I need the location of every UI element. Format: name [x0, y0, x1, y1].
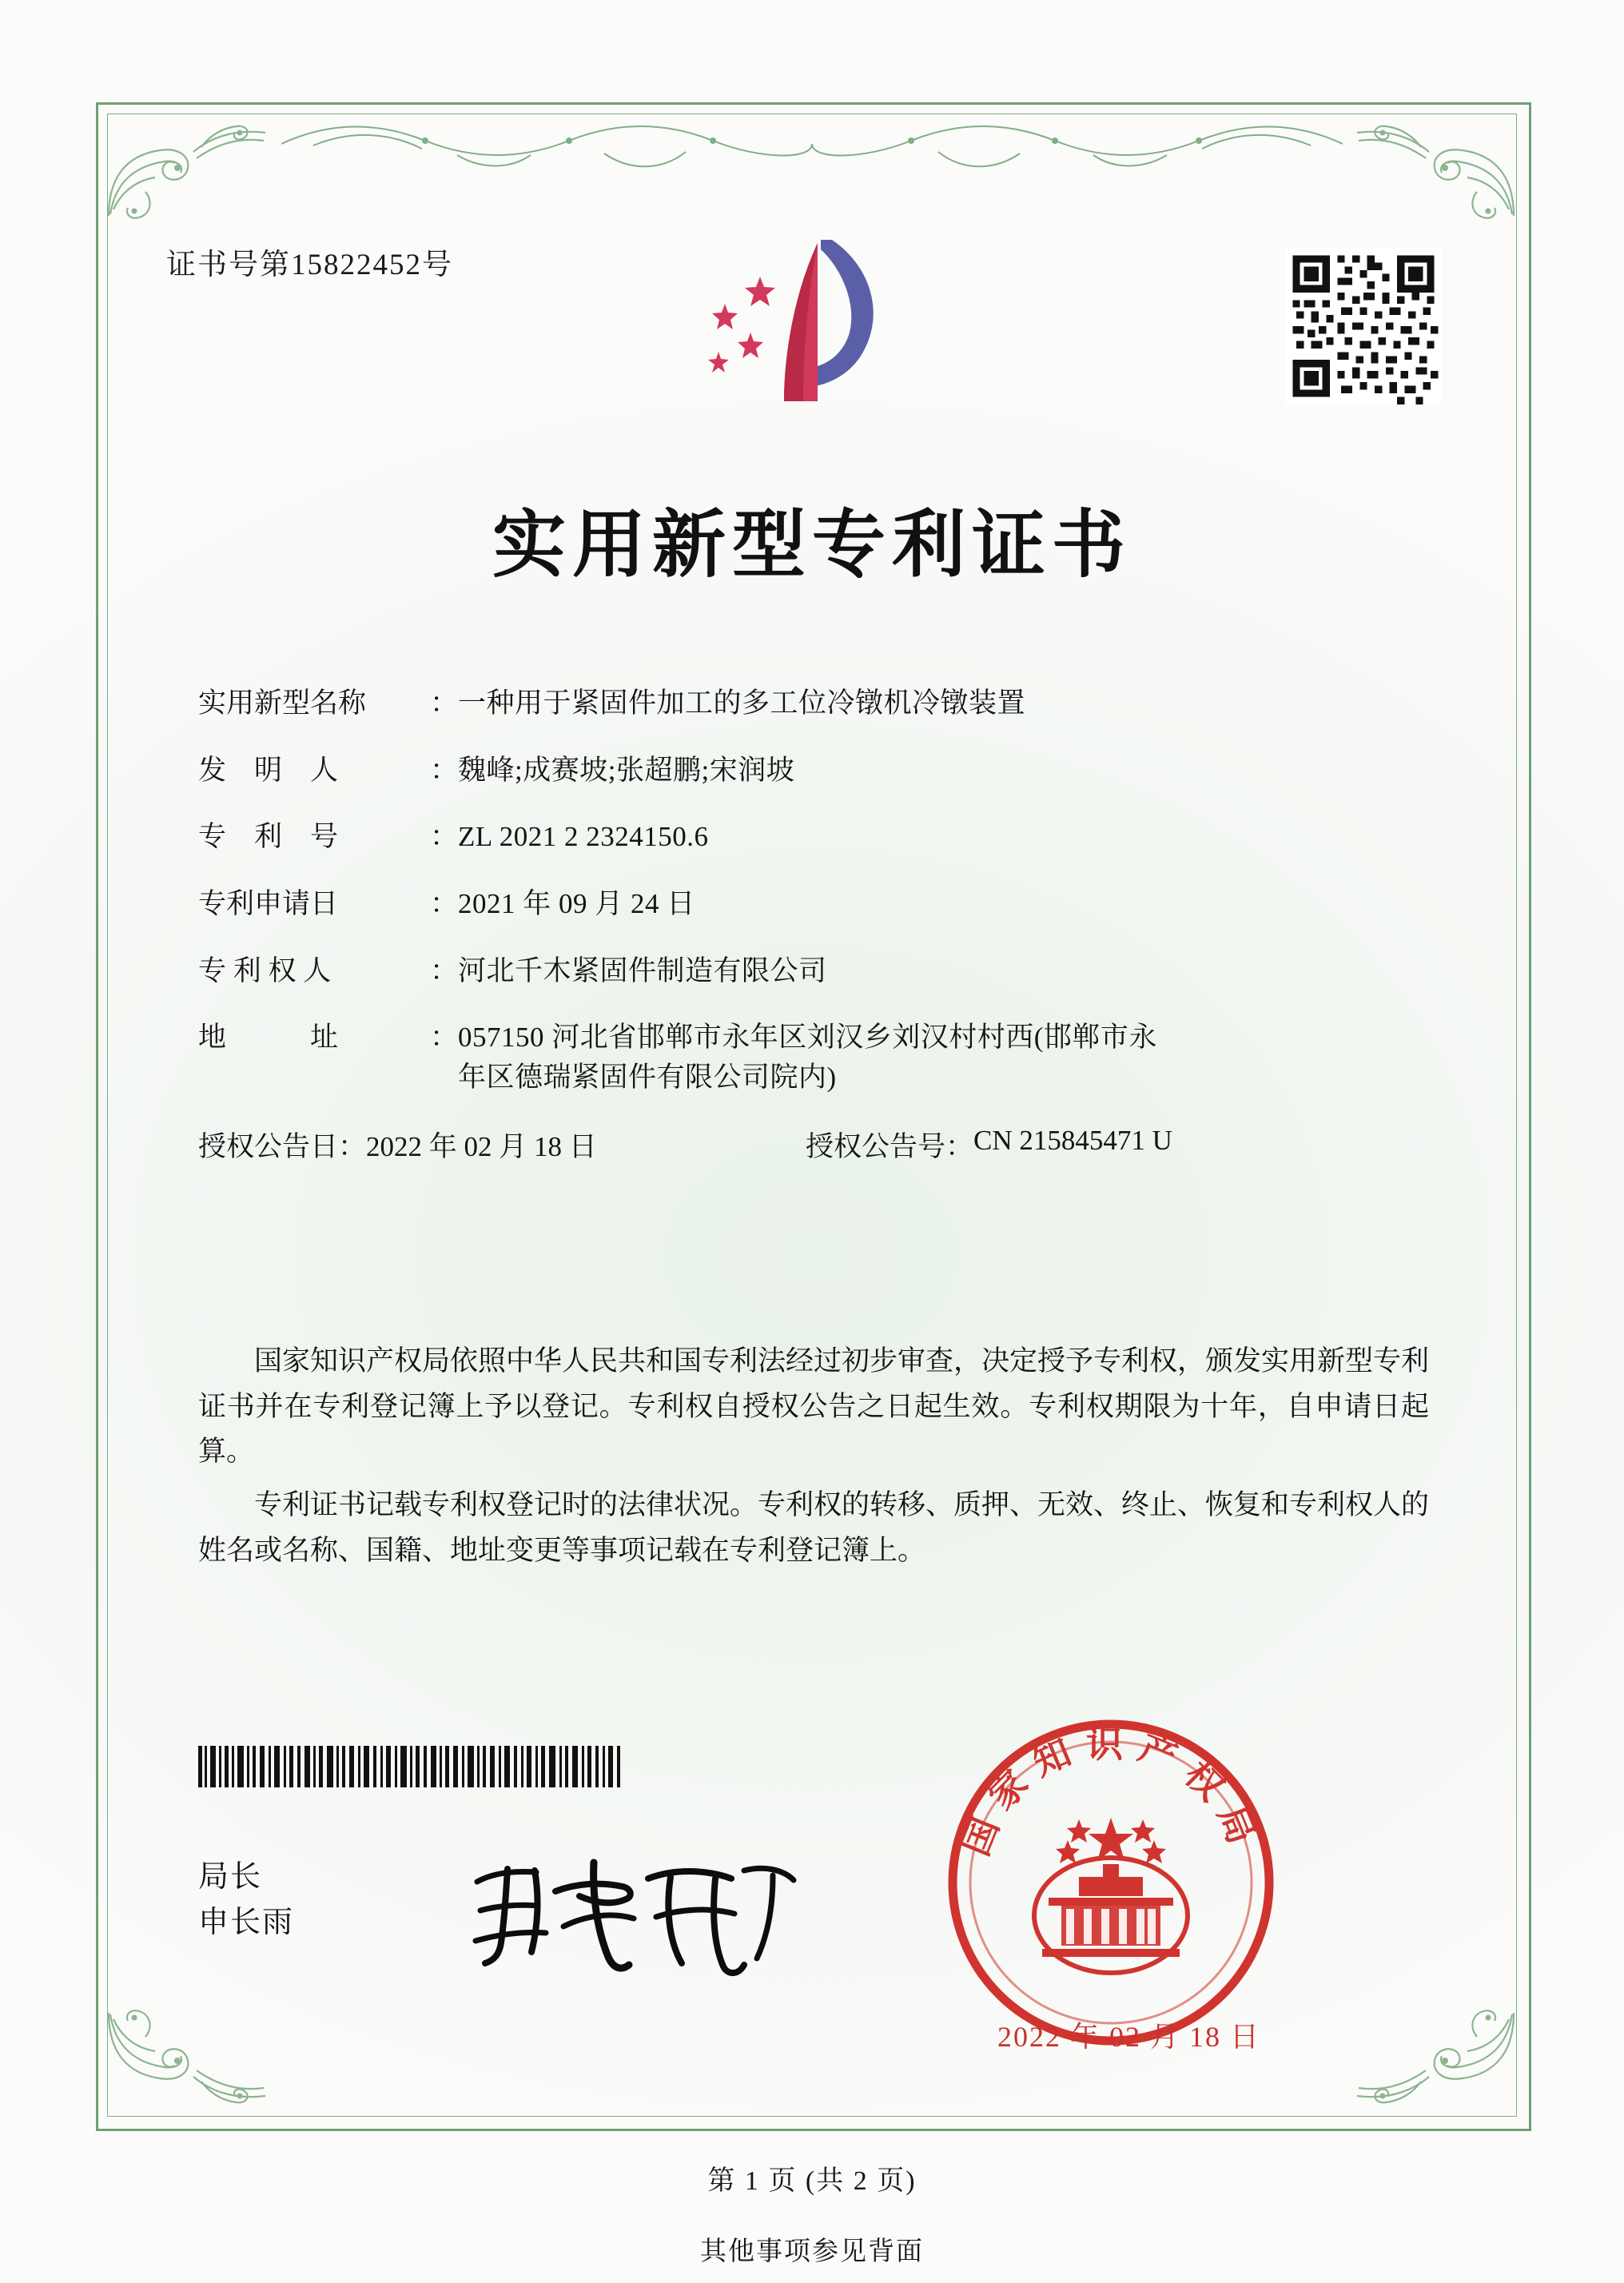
field-label: 地 址	[198, 1022, 339, 1054]
field-row-invention-name	[198, 683, 1429, 723]
field-value-invention-name: 一种用于紧固件加工的多工位冷镦机冷镦装置	[458, 687, 1026, 719]
field-value-application-date: 2021 年 09 月 24 日	[458, 888, 695, 920]
footnote: 其他事项参见背面	[700, 2237, 924, 2266]
legal-paragraph-1: 国家知识产权局依照中华人民共和国专利法经过初步审查，决定授予专利权，颁发实用新型专利证书并在专利登记簿上予以登记。专利权自授权公告之日起生效。专利权期限为十年，自申请日起算。	[198, 1345, 1430, 1468]
director-block	[198, 1855, 294, 1946]
field-row-patentee	[198, 951, 1429, 991]
field-value-patentee: 河北千木紧固件制造有限公司	[458, 954, 827, 986]
official-seal-icon	[939, 1711, 1283, 2054]
field-value-patent-number: ZL 2021 2 2324150.6	[458, 821, 709, 853]
field-value-announcement-date: 2022 年 02 月 18 日	[366, 1130, 597, 1162]
field-row-grant	[198, 1125, 1429, 1165]
field-list	[198, 683, 1429, 1181]
field-colon: ：	[945, 1130, 974, 1162]
director-name: 申长雨	[198, 1906, 295, 1939]
field-group-announcement-number	[806, 1125, 1429, 1165]
director-title-label: 局长	[198, 1860, 263, 1894]
field-row-patent-number	[198, 817, 1429, 857]
field-value-announcement-number: CN 215845471 U	[973, 1124, 1172, 1156]
ornament-corner-bottom-left-icon	[98, 2005, 281, 2125]
page-number: 第 1 页 (共 2 页)	[707, 2166, 917, 2196]
field-colon: ：	[430, 1022, 459, 1054]
field-colon: ：	[430, 754, 459, 786]
legal-text	[198, 1339, 1429, 1581]
page-title: 实用新型专利证书	[492, 501, 1132, 588]
ornament-corner-bottom-right-icon	[1341, 2005, 1525, 2125]
field-colon: ：	[430, 687, 459, 719]
field-colon: ：	[430, 821, 459, 853]
qr-code-icon	[1285, 248, 1442, 404]
field-row-application-date	[198, 884, 1429, 924]
ornament-corner-top-left-icon	[98, 104, 281, 224]
field-label: 实用新型名称	[198, 687, 367, 719]
field-row-address	[198, 1018, 1429, 1097]
barcode-icon	[198, 1746, 622, 1787]
field-colon: ：	[338, 1130, 367, 1162]
field-label: 专 利 权 人	[198, 954, 332, 986]
field-value-address-line2: 年区德瑞紧固件有限公司院内)	[458, 1062, 837, 1094]
legal-paragraph-2: 专利证书记载专利权登记时的法律状况。专利权的转移、质押、无效、终止、恢复和专利权人的姓名或名称、国籍、地址变更等事项记载在专利登记簿上。	[198, 1489, 1430, 1566]
field-colon: ：	[430, 954, 459, 986]
field-label: 发 明 人	[198, 754, 339, 786]
field-colon: ：	[430, 888, 459, 920]
field-label-announcement-date: 授权公告日	[198, 1130, 339, 1162]
cnipa-logo-icon	[683, 232, 923, 424]
seal-date: 2022 年 02 月 18 日	[997, 2021, 1261, 2053]
ornament-corner-top-right-icon	[1341, 104, 1525, 224]
field-value-address	[458, 1018, 1429, 1097]
ornament-top-band-icon	[281, 106, 1343, 182]
director-signature-icon	[460, 1847, 803, 1982]
field-label: 专 利 号	[198, 821, 339, 853]
field-group-announcement-date	[198, 1125, 806, 1165]
svg-text:国家知识产权局: 国家知识产权局	[953, 1723, 1268, 1862]
field-label: 专利申请日	[198, 888, 339, 920]
field-value-address-line1: 057150 河北省邯郸市永年区刘汉乡刘汉村村西(邯郸市永	[458, 1022, 1157, 1054]
field-value-inventors: 魏峰;成赛坡;张超鹏;宋润坡	[458, 754, 795, 786]
field-label-announcement-number: 授权公告号	[806, 1130, 946, 1162]
field-row-inventors	[198, 751, 1429, 791]
certificate-number: 证书号第15822452号	[166, 249, 453, 281]
